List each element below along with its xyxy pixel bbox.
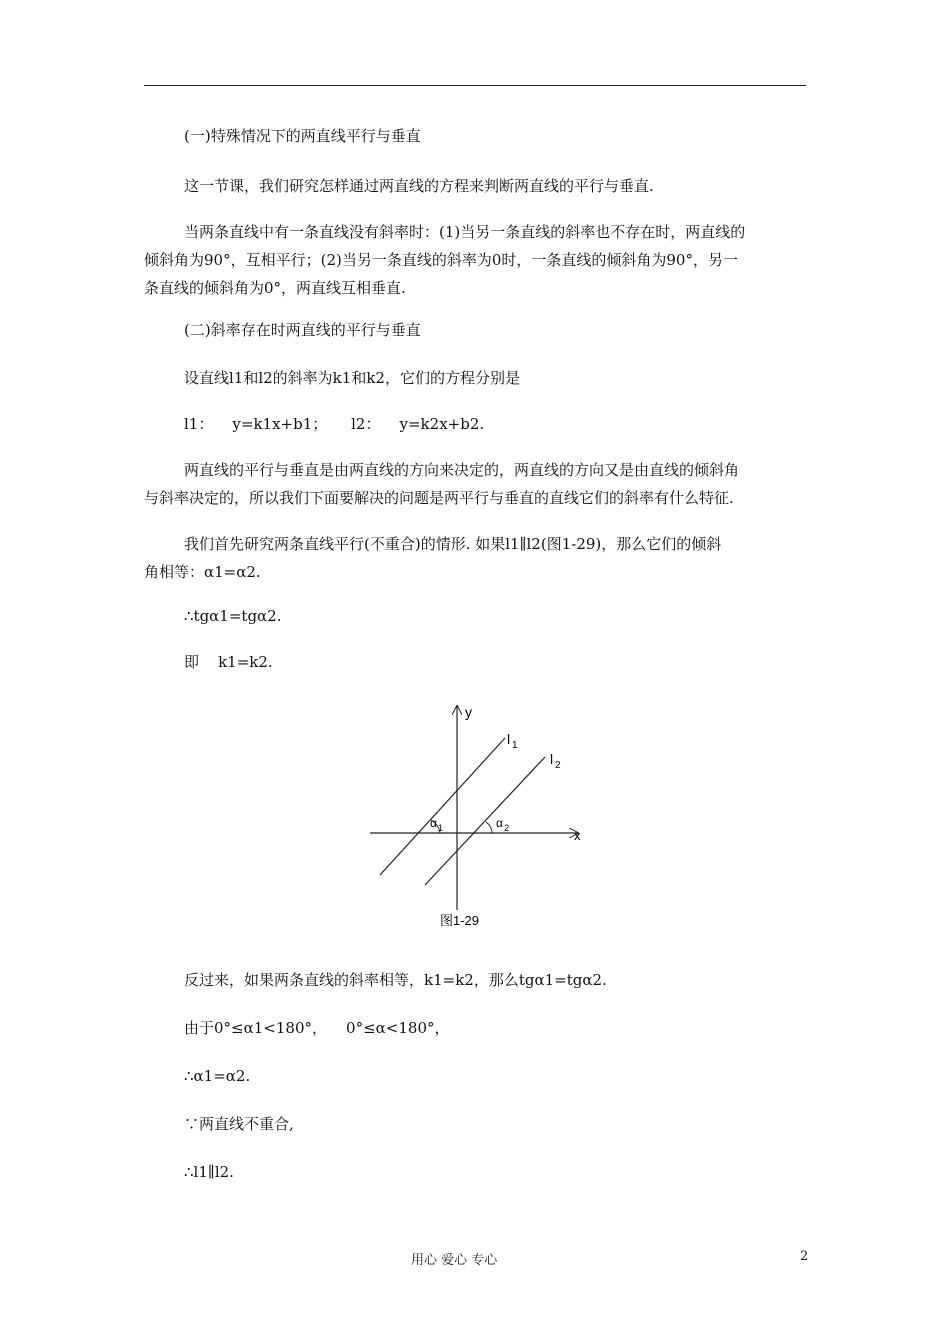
line-l2 (425, 757, 545, 885)
label-l2: l (550, 751, 554, 767)
figure-parallel-lines (360, 700, 600, 935)
paragraph-line: 当两条直线中有一条直线没有斜率时：(1)当另一条直线的斜率也不存在时，两直线的 (184, 223, 746, 241)
formula-tan: ∴tgα1=tgα2. (184, 607, 282, 625)
paragraph-special-cases (144, 218, 806, 302)
paragraph-parallel (144, 530, 806, 586)
header-rule (144, 85, 806, 86)
paragraph-line: 与斜率决定的，所以我们下面要解决的问题是两平行与垂直的直线它们的斜率有什么特征. (144, 489, 734, 507)
label-l1-sub: 1 (512, 740, 518, 751)
angle-alpha1-sub: 1 (438, 823, 444, 833)
paragraph-direction (144, 456, 806, 512)
formula-k: 即 k1=k2. (184, 653, 273, 671)
angle-alpha2-sub: 2 (504, 823, 510, 833)
label-l1: l (507, 731, 511, 747)
figure-caption: 图1-29 (440, 913, 480, 928)
paragraph-line: 我们首先研究两条直线平行(不重合)的情形. 如果l1∥l2(图1-29)，那么它们的倾斜 (184, 535, 722, 553)
paragraph-line: 条直线的倾斜角为0°，两直线互相垂直. (144, 279, 406, 297)
equations-line: l1： y=k1x+b1； l2： y=k2x+b2. (184, 415, 485, 433)
line-l1 (380, 738, 505, 875)
footer-motto: 用心 爱心 专心 (411, 1253, 498, 1268)
paragraph-converse: 反过来，如果两条直线的斜率相等，k1=k2，那么tgα1=tgα2. (184, 971, 607, 989)
x-axis-label: x (574, 828, 581, 843)
section-heading-1: (一)特殊情况下的两直线平行与垂直 (184, 127, 421, 145)
y-axis-label: y (465, 704, 472, 720)
paragraph-line: 两直线的平行与垂直是由两直线的方向来决定的，两直线的方向又是由直线的倾斜角 (184, 461, 740, 479)
formula-alpha: ∴α1=α2. (184, 1067, 251, 1085)
formula-range: 由于0°≤α1<180°， 0°≤α<180°， (184, 1019, 450, 1037)
statement-not-coincident: ∵两直线不重合, (184, 1115, 294, 1133)
label-l2-sub: 2 (555, 760, 561, 771)
paragraph-line: 倾斜角为90°，互相平行；(2)当另一条直线的斜率为0时，一条直线的倾斜角为90°，另一 (144, 251, 738, 269)
page-number: 2 (800, 1249, 809, 1264)
paragraph-intro: 这一节课，我们研究怎样通过两直线的方程来判断两直线的平行与垂直. (184, 177, 654, 195)
angle-alpha2: α (496, 816, 503, 830)
paragraph-line: 角相等：α1=α2. (144, 563, 261, 581)
conclusion-parallel: ∴l1∥l2. (184, 1163, 234, 1181)
section-heading-2: (二)斜率存在时两直线的平行与垂直 (184, 321, 421, 339)
angle-arc-2 (486, 822, 492, 833)
paragraph-slopes: 设直线l1和l2的斜率为k1和k2，它们的方程分别是 (184, 369, 520, 387)
angle-alpha1: α (430, 816, 437, 830)
